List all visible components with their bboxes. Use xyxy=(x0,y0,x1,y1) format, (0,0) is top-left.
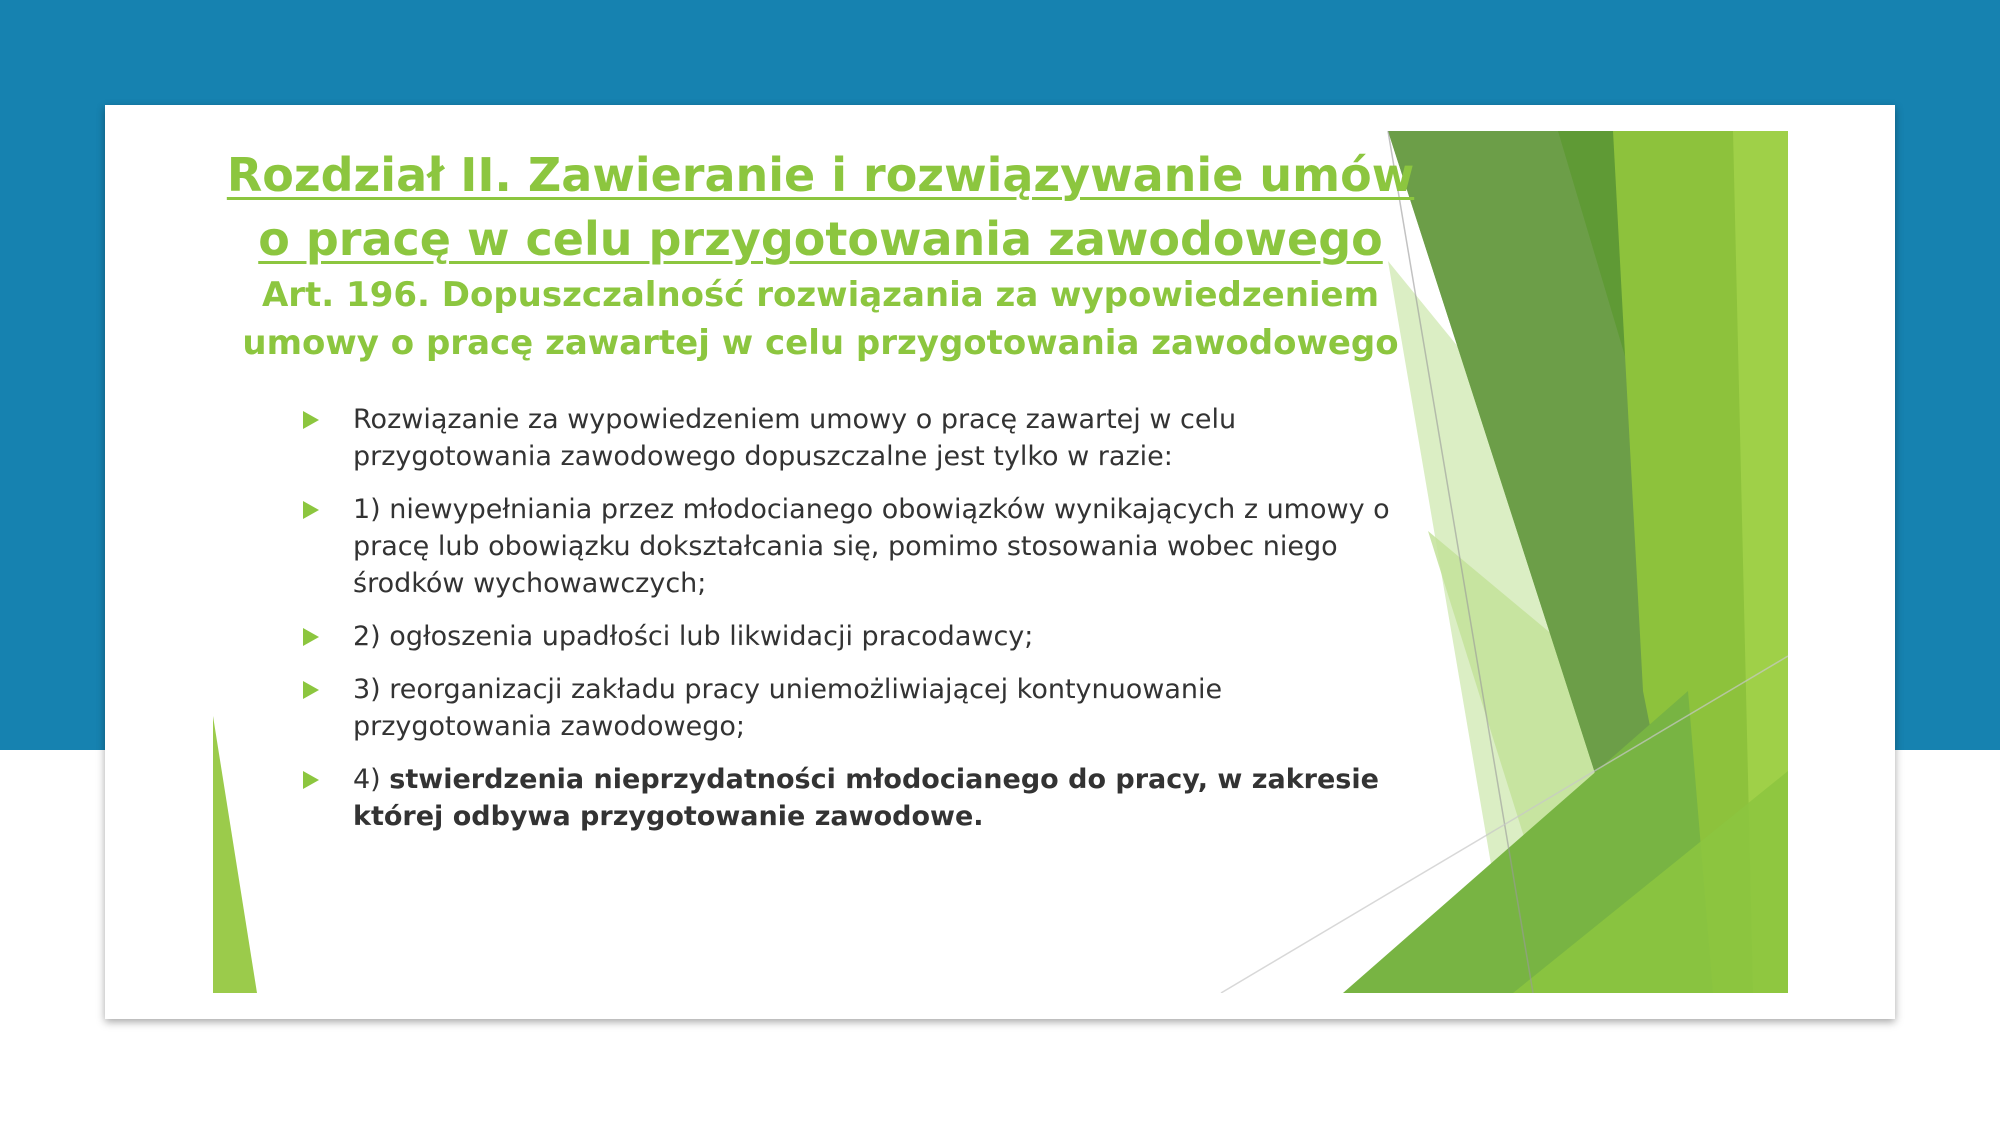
slide-subtitle-line-1: Art. 196. Dopuszczalność rozwiązania za wypowiedzeniem xyxy=(261,275,1380,315)
slide xyxy=(213,131,1788,993)
bullet-text: 3) reorganizacji zakładu pracy uniemożliwiającej kontynuowanie przygotowania zawodowego; xyxy=(353,674,1223,742)
bullet-item xyxy=(303,401,1423,475)
bullet-item xyxy=(303,618,1423,655)
bullet-prefix: 4) xyxy=(353,764,390,795)
bullet-item xyxy=(303,761,1423,835)
bullet-arrow-icon xyxy=(303,411,319,429)
bullet-item xyxy=(303,491,1423,602)
slide-subtitle-line-2: umowy o pracę zawartej w celu przygotowania zawodowego xyxy=(242,323,1399,363)
bullet-arrow-icon xyxy=(303,771,319,789)
slide-card xyxy=(105,105,1895,1019)
bullet-item xyxy=(303,671,1423,745)
slide-title-line-1: Rozdział II. Zawieranie i rozwiązywanie umów xyxy=(226,148,1415,202)
slide-title-line-2: o pracę w celu przygotowania zawodowego xyxy=(258,212,1383,266)
bullet-arrow-icon xyxy=(303,501,319,519)
bullet-text: 2) ogłoszenia upadłości lub likwidacji pracodawcy; xyxy=(353,621,1034,652)
bullet-arrow-icon xyxy=(303,681,319,699)
bullet-arrow-icon xyxy=(303,628,319,646)
bullet-text: 1) niewypełniania przez młodocianego obowiązków wynikających z umowy o pracę lub obowiązku dokształcania się, pomimo stosowania wobec niego środków wychowawczych; xyxy=(353,494,1390,599)
title-block xyxy=(213,143,1428,367)
bullet-text: Rozwiązanie za wypowiedzeniem umowy o pracę zawartej w celu przygotowania zawodowego dopuszczalne jest tylko w razie: xyxy=(353,404,1237,472)
left-green-sliver xyxy=(213,716,257,993)
bullet-list xyxy=(303,401,1423,851)
bullet-bold-text: stwierdzenia nieprzydatności młodocianego do pracy, w zakresie której odbywa przygotowanie zawodowe. xyxy=(353,764,1379,832)
